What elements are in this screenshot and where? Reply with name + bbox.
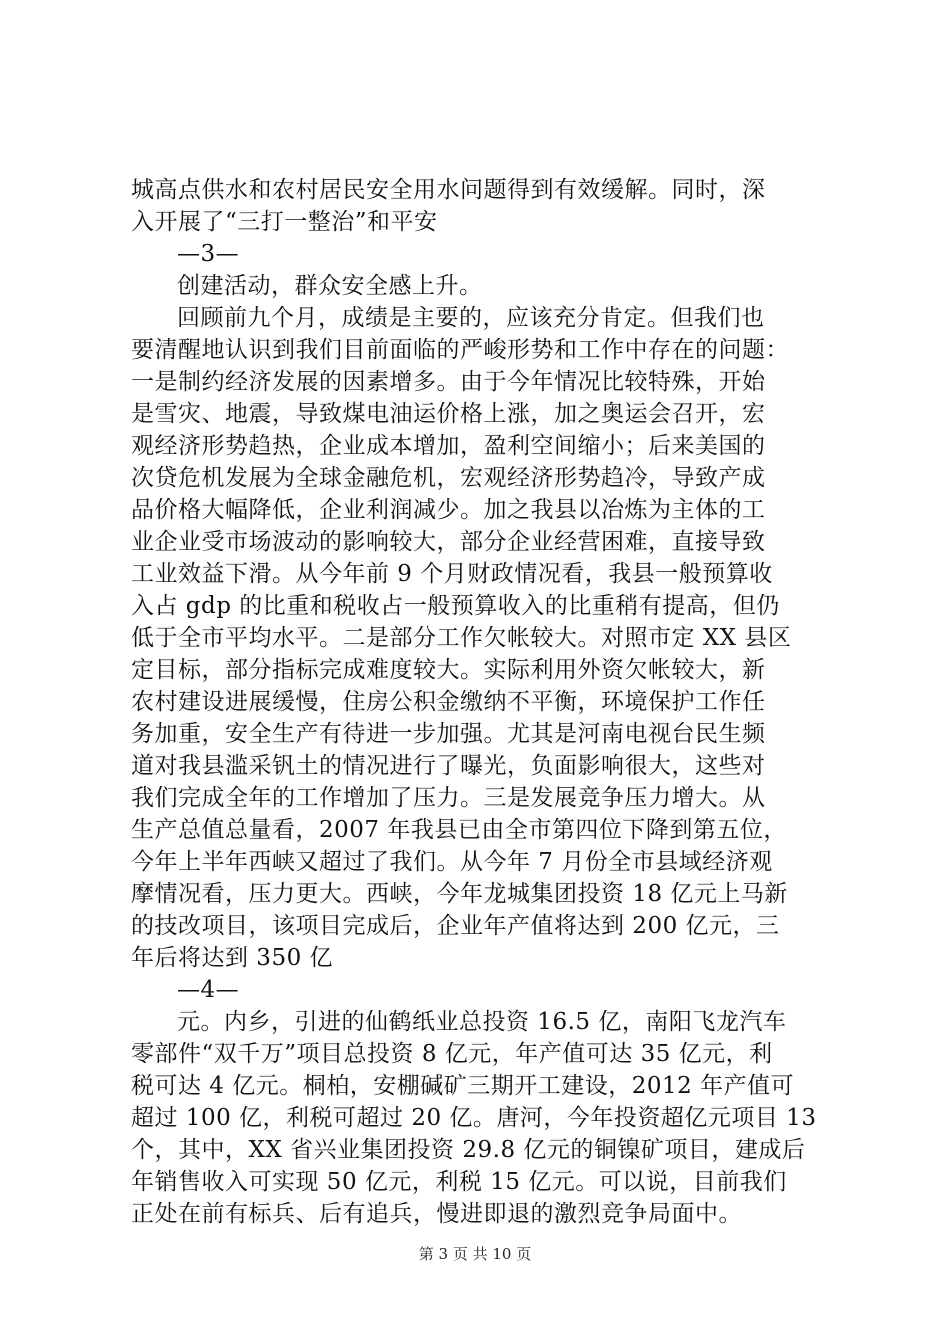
text-line: 次贷危机发展为全球金融危机，宏观经济形势趋冷，导致产成 — [131, 465, 766, 491]
text-line: 元。内乡，引进的仙鹤纸业总投资 16.5 亿，南阳飞龙汽车 — [177, 1009, 787, 1035]
text-line: 正处在前有标兵、后有追兵，慢进即退的激烈竞争局面中。 — [131, 1201, 742, 1227]
text-line: 个，其中，XX 省兴业集团投资 29.8 亿元的铜镍矿项目，建成后 — [131, 1137, 806, 1163]
text-line: 入开展了“三打一整治”和平安 — [131, 209, 438, 235]
text-line: 定目标，部分指标完成难度较大。实际利用外资欠帐较大，新 — [131, 657, 766, 683]
text-line: 创建活动，群众安全感上升。 — [177, 273, 483, 299]
text-line: 农村建设进展缓慢，住房公积金缴纳不平衡，环境保护工作任 — [131, 689, 766, 715]
text-line: 年销售收入可实现 50 亿元，利税 15 亿元。可以说，目前我们 — [131, 1169, 787, 1195]
text-line: 业企业受市场波动的影响较大，部分企业经营困难，直接导致 — [131, 529, 766, 555]
text-line: 年后将达到 350 亿 — [131, 945, 334, 971]
text-line: 品价格大幅降低，企业利润减少。加之我县以冶炼为主体的工 — [131, 497, 766, 523]
page-footer: 第 3 页 共 10 页 — [418, 1245, 532, 1263]
text-line: 的技改项目，该项目完成后，企业年产值将达到 200 亿元，三 — [131, 913, 780, 939]
text-line: 今年上半年西峡又超过了我们。从今年 7 月份全市县域经济观 — [131, 849, 773, 875]
text-line: 道对我县滥采钒土的情况进行了曝光，负面影响很大，这些对 — [131, 753, 766, 779]
text-line: —3— — [177, 241, 240, 267]
text-line: 低于全市平均水平。二是部分工作欠帐较大。对照市定 XX 县区 — [131, 625, 792, 651]
text-line: 务加重，安全生产有待进一步加强。尤其是河南电视台民生频 — [131, 721, 766, 747]
text-line: 超过 100 亿，利税可超过 20 亿。唐河，今年投资超亿元项目 13 — [131, 1105, 817, 1131]
text-line: 是雪灾、地震，导致煤电油运价格上涨，加之奥运会召开，宏 — [131, 401, 766, 427]
text-line: 观经济形势趋热，企业成本增加，盈利空间缩小；后来美国的 — [131, 433, 766, 459]
text-line: 摩情况看，压力更大。西峡，今年龙城集团投资 18 亿元上马新 — [131, 881, 788, 907]
text-line: 入占 gdp 的比重和税收占一般预算收入的比重稍有提高，但仍 — [131, 593, 780, 619]
text-line: 回顾前九个月，成绩是主要的，应该充分肯定。但我们也 — [177, 305, 765, 331]
text-line: 一是制约经济发展的因素增多。由于今年情况比较特殊，开始 — [131, 369, 766, 395]
text-line: 城高点供水和农村居民安全用水问题得到有效缓解。同时，深 — [131, 177, 766, 203]
text-line: 我们完成全年的工作增加了压力。三是发展竞争压力增大。从 — [131, 785, 766, 811]
text-line: 零部件“双千万”项目总投资 8 亿元，年产值可达 35 亿元，利 — [131, 1041, 773, 1067]
document-body — [131, 174, 831, 1230]
text-line: 工业效益下滑。从今年前 9 个月财政情况看，我县一般预算收 — [131, 561, 773, 587]
text-line: —4— — [177, 977, 240, 1003]
text-line: 要清醒地认识到我们目前面临的严峻形势和工作中存在的问题： — [131, 337, 789, 363]
text-line: 税可达 4 亿元。桐柏，安棚碱矿三期开工建设，2012 年产值可 — [131, 1073, 795, 1099]
text-line: 生产总值总量看，2007 年我县已由全市第四位下降到第五位， — [131, 817, 787, 843]
